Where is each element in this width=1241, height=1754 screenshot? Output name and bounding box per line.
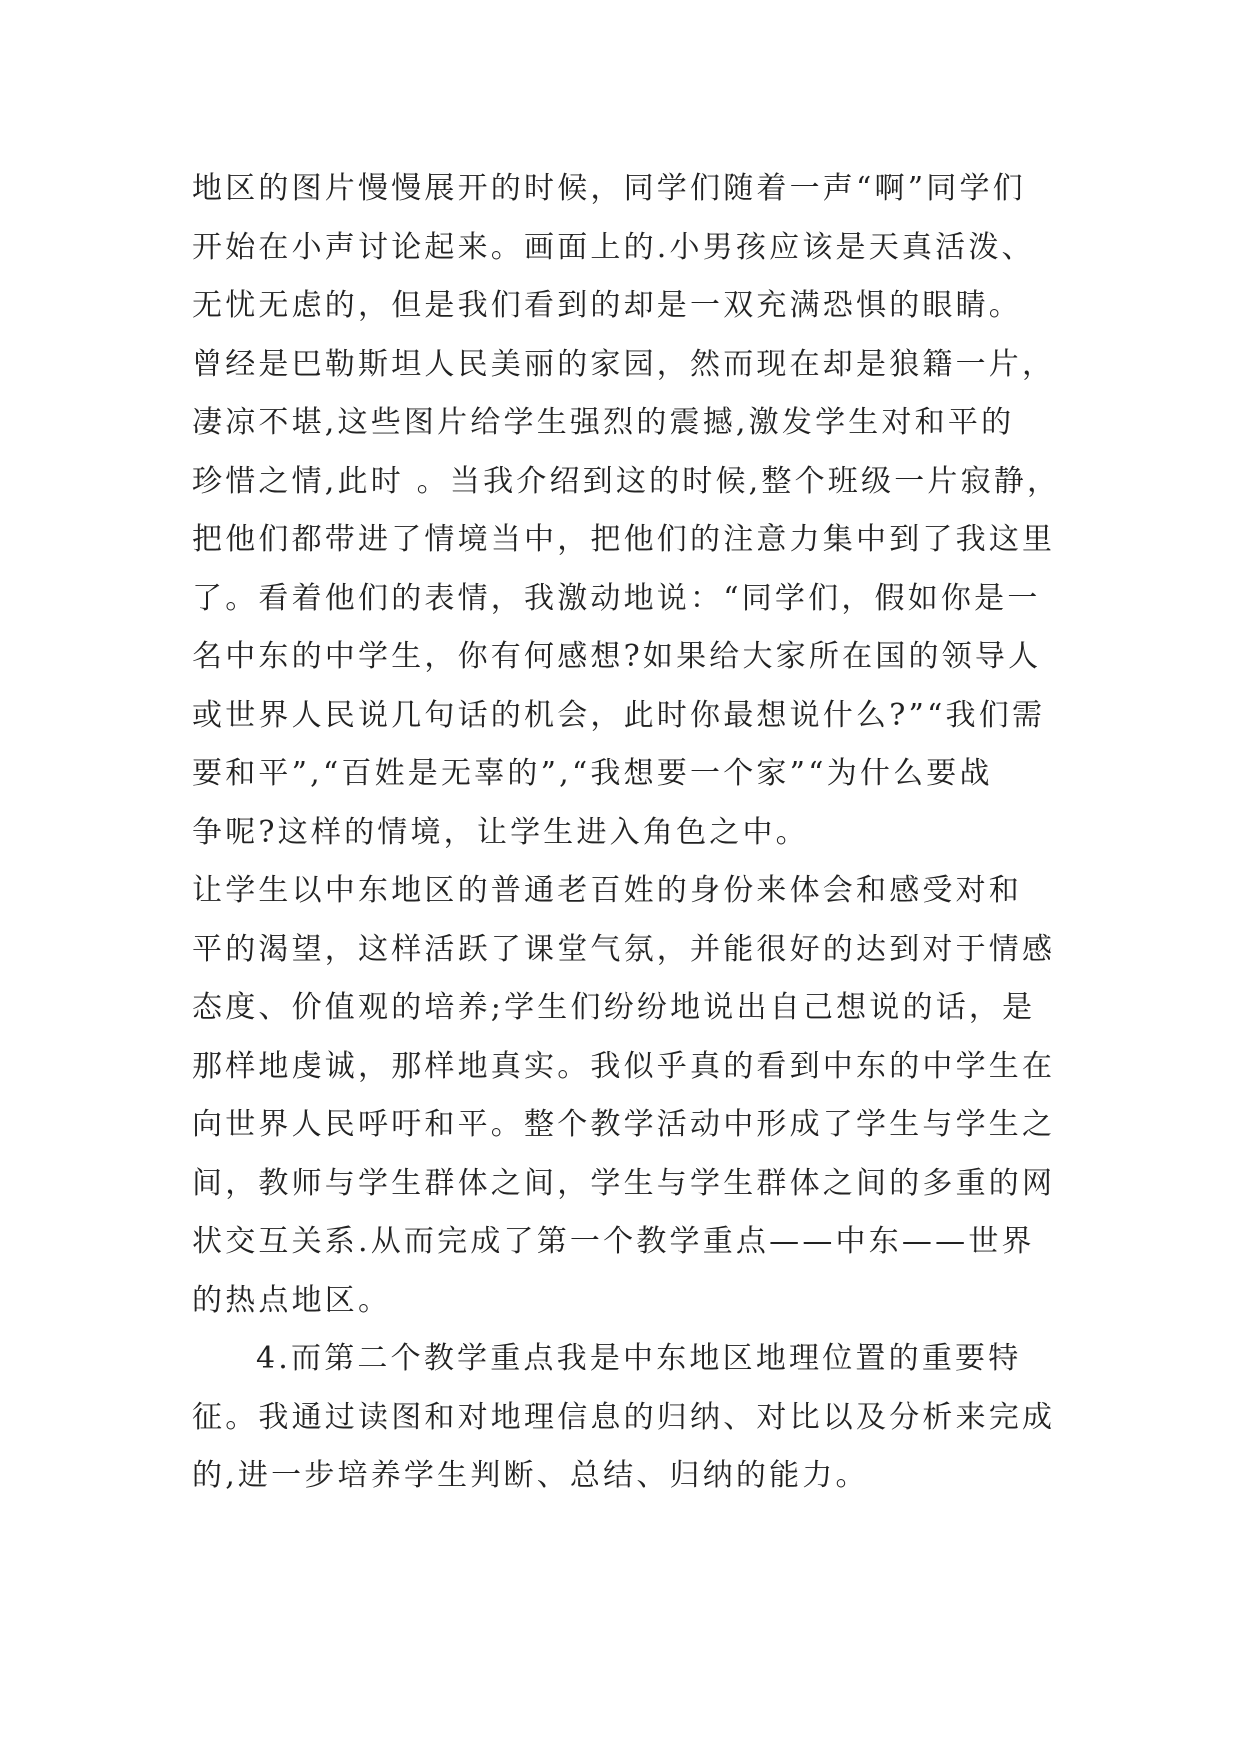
text-line: 珍惜之情,此时 。当我介绍到这的时候,整个班级一片寂静， — [192, 463, 1061, 499]
text-line: 地区的图片慢慢展开的时候，同学们随着一声“啊”同学们 — [192, 171, 1026, 206]
text-line: 态度、价值观的培养;学生们纷纷地说出自己想说的话，是 — [192, 990, 1036, 1025]
text-line: 征。我通过读图和对地理信息的归纳、对比以及分析来完成 — [192, 1399, 1056, 1435]
text-line: 名中东的中学生，你有何感想?如果给大家所在国的领导人 — [192, 639, 1042, 674]
text-line: 间，教师与学生群体之间，学生与学生群体之间的多重的网 — [192, 1165, 1056, 1201]
text-line: 凄凉不堪,这些图片给学生强烈的震撼,激发学生对和平的 — [192, 405, 1015, 440]
text-line: 或世界人民说几句话的机会，此时你最想说什么?”“我们需 — [192, 697, 1046, 733]
text-line: 把他们都带进了情境当中，把他们的注意力集中到了我这里 — [192, 522, 1056, 557]
text-line: 状交互关系.从而完成了第一个教学重点——中东——世界 — [192, 1224, 1035, 1259]
text-line: 开始在小声讨论起来。画面上的.小男孩应该是天真活泼、 — [192, 229, 1035, 265]
text-line: 那样地虔诚，那样地真实。我似乎真的看到中东的中学生在 — [192, 1048, 1056, 1084]
text-line: 向世界人民呼吁和平。整个教学活动中形成了学生与学生之 — [192, 1107, 1056, 1142]
text-line: 的热点地区。 — [192, 1282, 392, 1318]
text-line: 了。看着他们的表情，我激动地说：“同学们，假如你是一 — [192, 580, 1041, 616]
body-text — [192, 160, 1062, 1506]
text-line: 曾经是巴勒斯坦人民美丽的家园，然而现在却是狼籍一片， — [192, 346, 1056, 382]
text-line: 要和平”,“百姓是无辜的”,“我想要一个家”“为什么要战 — [192, 756, 993, 791]
text-line: 的,进一步培养学生判断、总结、归纳的能力。 — [192, 1458, 869, 1493]
text-line: 让学生以中东地区的普通老百姓的身份来体会和感受对和 — [192, 873, 1022, 908]
text-line: 争呢?这样的情境，让学生进入角色之中。 — [192, 814, 809, 850]
text-line: 无忧无虑的，但是我们看到的却是一双充满恐惧的眼睛。 — [192, 288, 1022, 323]
text-line-indented: 4.而第二个教学重点我是中东地区地理位置的重要特 — [256, 1341, 1022, 1376]
text-line: 平的渴望，这样活跃了课堂气氛，并能很好的达到对于情感 — [192, 931, 1056, 967]
